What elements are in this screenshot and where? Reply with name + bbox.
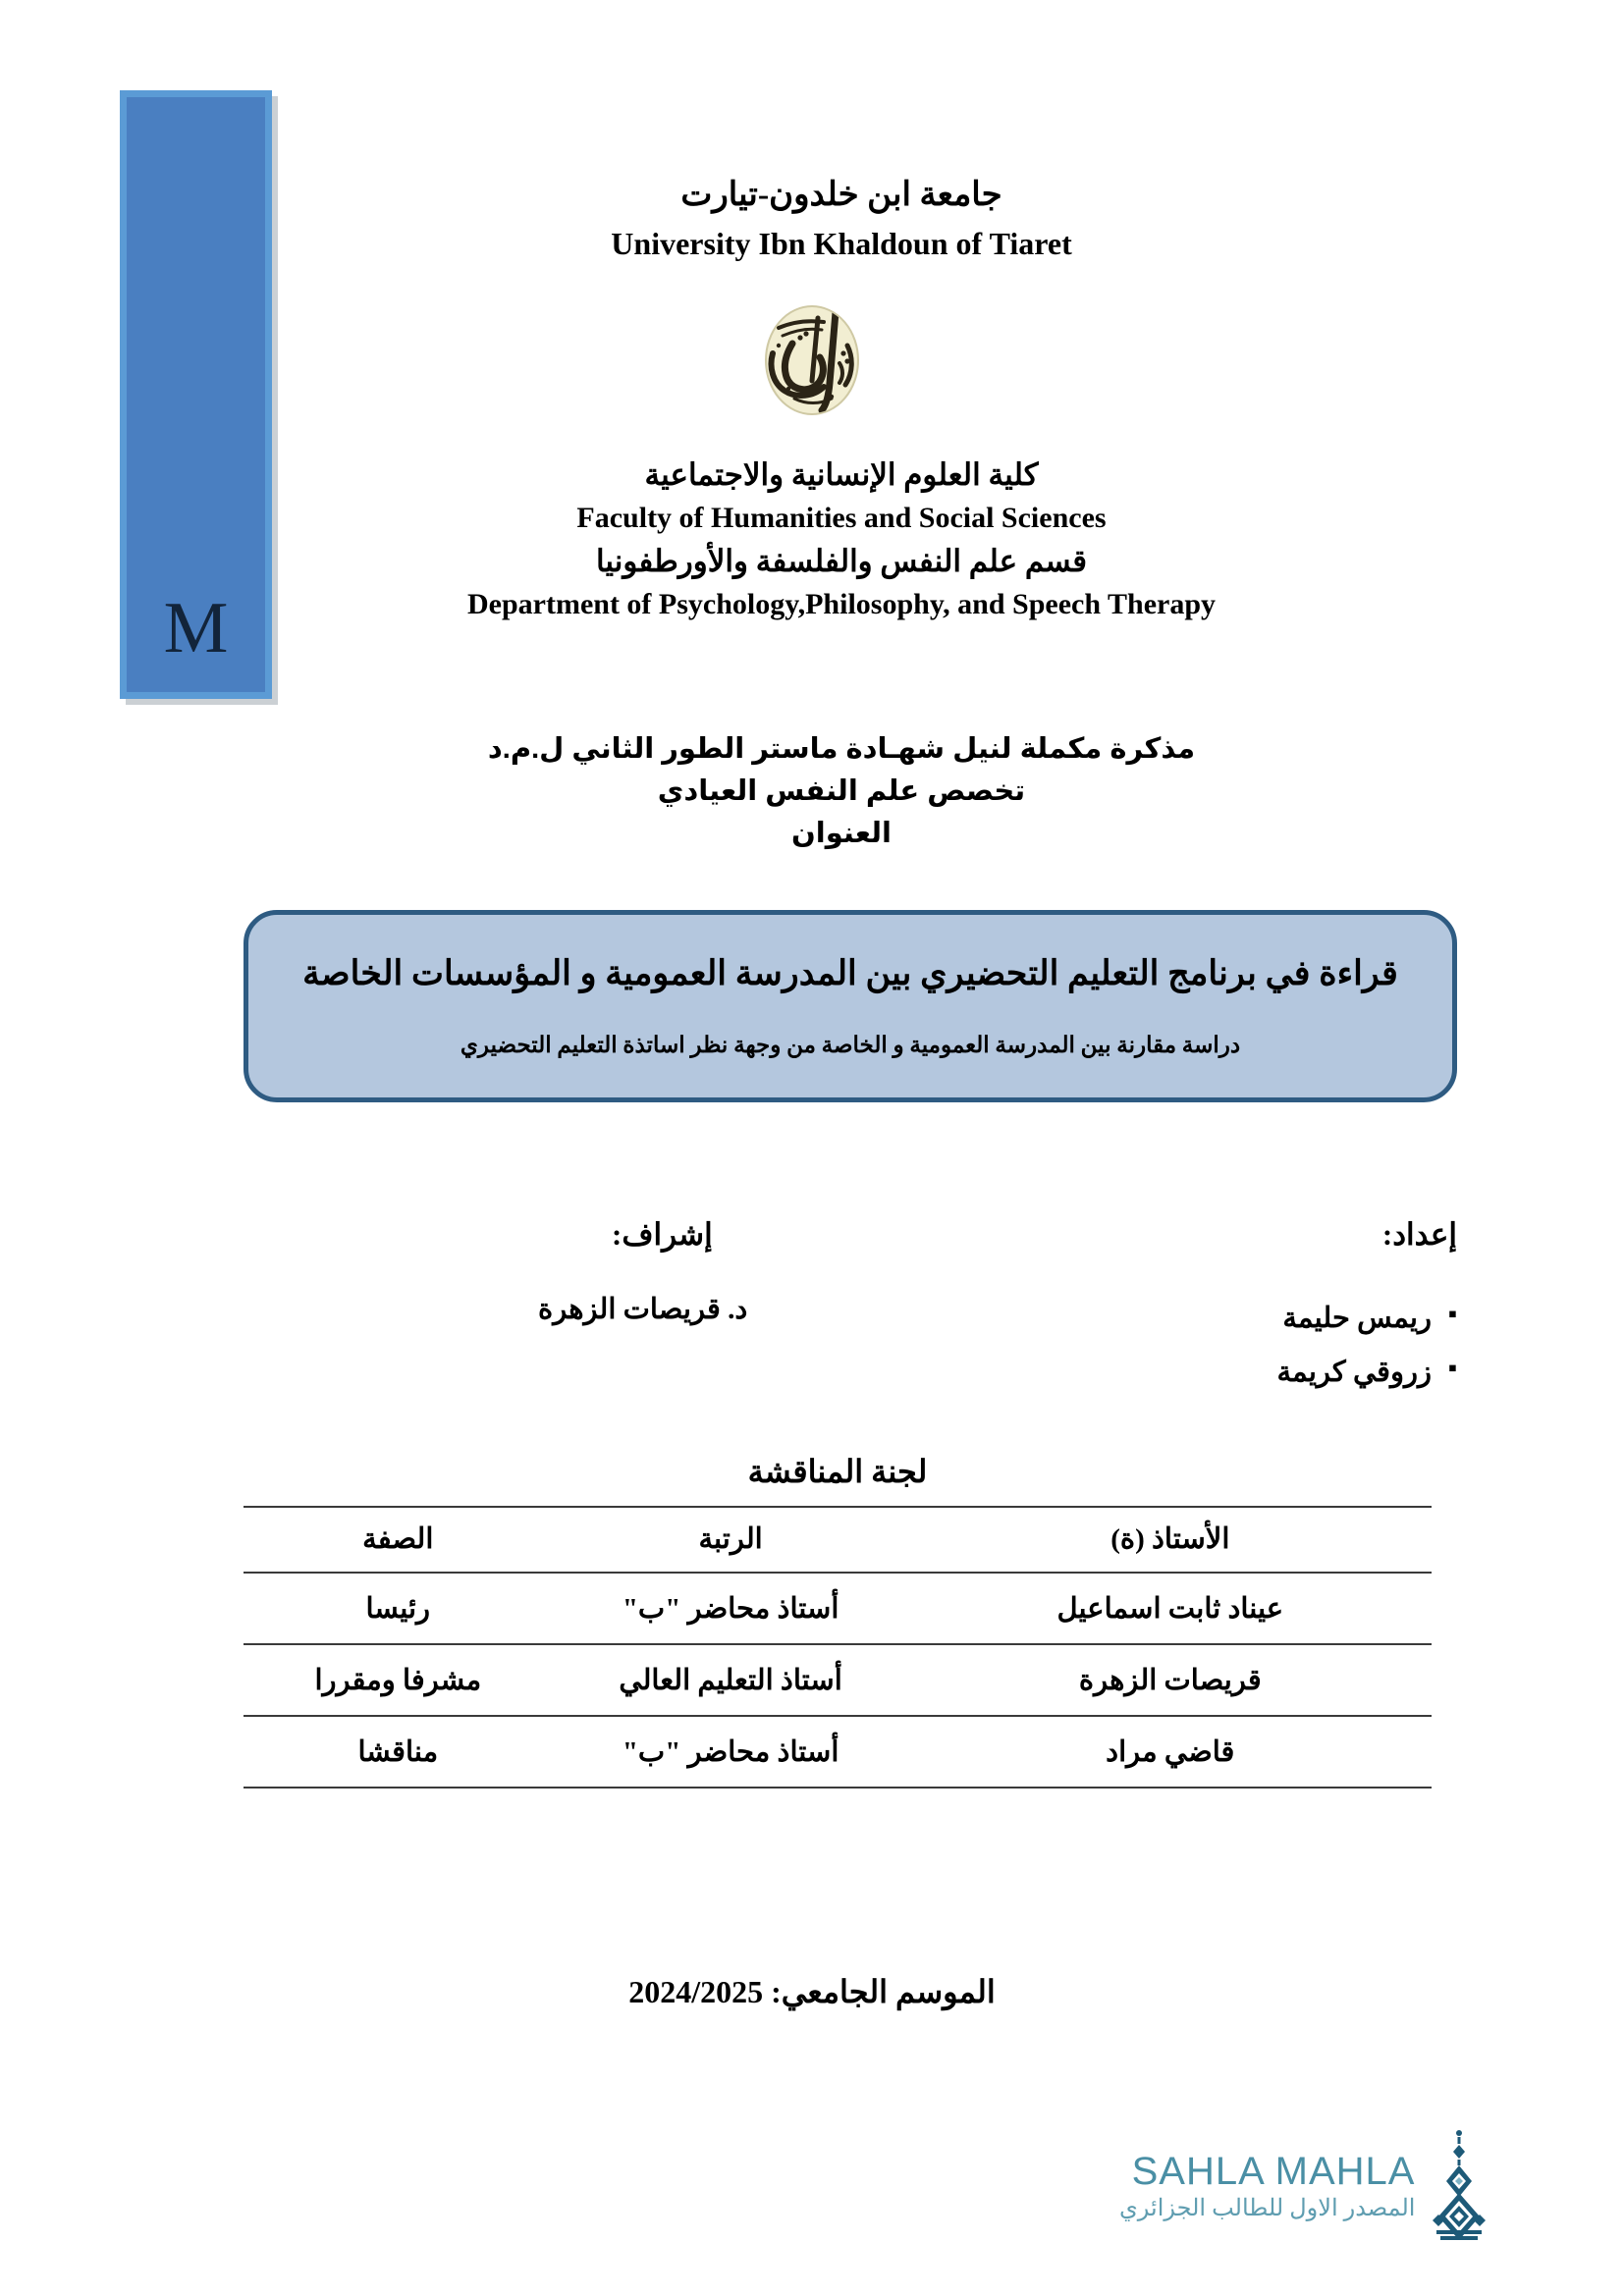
faculty-name-english: Faculty of Humanities and Social Sciences bbox=[576, 502, 1107, 534]
footer-text-block bbox=[1119, 2151, 1415, 2222]
university-name-english: University Ibn Khaldoun of Tiaret bbox=[611, 226, 1072, 261]
jury-section bbox=[244, 1453, 1432, 1789]
table-header-row bbox=[244, 1507, 1432, 1573]
supervisor-name: د. قريصات الزهرة bbox=[538, 1294, 748, 1325]
footer-tagline: المصدر الاول للطالب الجزائري bbox=[1119, 2195, 1416, 2221]
sahla-mahla-ornament-icon bbox=[1423, 2128, 1495, 2244]
faculty-department-block bbox=[226, 457, 1457, 630]
table-row bbox=[244, 1644, 1432, 1716]
credits-section bbox=[244, 1217, 1457, 1400]
thesis-title: قراءة في برنامج التعليم التحضيري بين المدرسة العمومية و المؤسسات الخاصة bbox=[302, 954, 1398, 992]
list-item: ▪ ريمس حليمة bbox=[1277, 1292, 1458, 1346]
footer-brand-name: SAHLA MAHLA bbox=[1131, 2149, 1416, 2193]
degree-line-title-label: العنوان bbox=[791, 817, 892, 849]
credits-headings-row bbox=[244, 1217, 1457, 1253]
seal-container bbox=[0, 302, 1624, 418]
university-name-arabic: جامعة ابن خلدون-تيارت bbox=[680, 177, 1002, 213]
cell-role: رئيسا bbox=[244, 1573, 553, 1644]
faculty-name-arabic: كلية العلوم الإنسانية والاجتماعية bbox=[644, 457, 1039, 492]
supervised-by-label: إشراف: bbox=[612, 1217, 713, 1252]
cell-role: مشرفا ومقررا bbox=[244, 1644, 553, 1716]
table-row bbox=[244, 1716, 1432, 1788]
credits-names-row bbox=[244, 1292, 1457, 1400]
department-name-english: Department of Psychology,Philosophy, and Speech Therapy bbox=[466, 588, 1217, 620]
side-bar-letter: M bbox=[163, 588, 229, 668]
cell-name: قاضي مراد bbox=[909, 1716, 1432, 1788]
academic-year-text: الموسم الجامعي: 2024/2025 bbox=[628, 1974, 996, 2009]
degree-statement-block bbox=[226, 728, 1457, 855]
academic-year bbox=[0, 1973, 1624, 2010]
table-row bbox=[244, 1573, 1432, 1644]
authors-list bbox=[1277, 1292, 1458, 1400]
jury-table-head bbox=[244, 1507, 1432, 1573]
cell-name: عيناد ثابت اسماعيل bbox=[909, 1573, 1432, 1644]
jury-table bbox=[244, 1506, 1432, 1789]
cell-rank: أستاذ محاضر "ب" bbox=[553, 1573, 909, 1644]
thesis-title-box bbox=[244, 910, 1457, 1102]
department-name-arabic: قسم علم النفس والفلسفة والأورطفونيا bbox=[595, 544, 1088, 578]
cell-name: قريصات الزهرة bbox=[909, 1644, 1432, 1716]
jury-table-body bbox=[244, 1573, 1432, 1788]
cell-rank: أستاذ التعليم العالي bbox=[553, 1644, 909, 1716]
thesis-subtitle: دراسة مقارنة بين المدرسة العمومية و الخاصة من وجهة نظر اساتذة التعليم التحضيري bbox=[460, 1033, 1241, 1057]
degree-line-thesis: مذكرة مكملة لنيل شهـادة ماستر الطور الثاني ل.م.د bbox=[487, 733, 1196, 765]
footer-watermark bbox=[1119, 2128, 1495, 2244]
column-header-rank: الرتبة bbox=[553, 1507, 909, 1573]
cell-role: مناقشا bbox=[244, 1716, 553, 1788]
column-header-role: الصفة bbox=[244, 1507, 553, 1573]
jury-title: لجنة المناقشة bbox=[747, 1454, 928, 1489]
degree-line-specialty: تخصص علم النفس العيادي bbox=[657, 774, 1026, 807]
page-header bbox=[226, 175, 1457, 262]
list-item: ▪ زروقي كريمة bbox=[1277, 1346, 1458, 1400]
prepared-by-label: إعداد: bbox=[1381, 1217, 1457, 1252]
university-seal-icon bbox=[749, 302, 875, 418]
column-header-name: الأستاذ (ة) bbox=[909, 1507, 1432, 1573]
cell-rank: أستاذ محاضر "ب" bbox=[553, 1716, 909, 1788]
